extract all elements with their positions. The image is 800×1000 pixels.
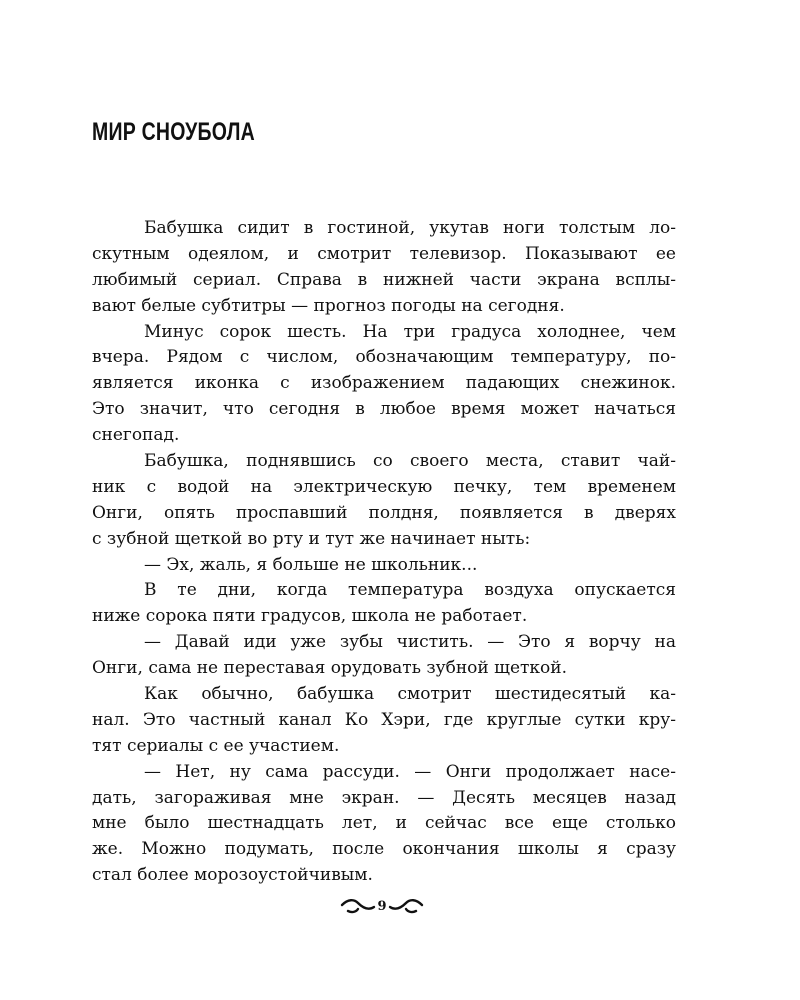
text-line: скутным одеялом, и смотрит телевизор. Показывают ее xyxy=(92,243,676,264)
text-line: любимый сериал. Справа в нижней части экрана всплы- xyxy=(92,269,676,290)
text-line: Бабушка сидит в гостиной, укутав ноги толстым ло- xyxy=(144,218,676,238)
text-line: — Нет, ну сама рассуди. — Онги продолжает насе- xyxy=(144,761,676,782)
text-line: ник с водой на электрическую печку, тем временем xyxy=(92,476,676,497)
text-line: Как обычно, бабушка смотрит шестидесятый ка- xyxy=(144,684,676,705)
text-line: Бабушка, поднявшись со своего места, ставит чай- xyxy=(144,451,676,472)
text-line: дать, загораживая мне экран. — Десять месяцев назад xyxy=(92,787,676,808)
page-folio xyxy=(340,896,424,918)
text-line: снегопад. xyxy=(92,425,180,446)
text-line: тят сериалы с ее участием. xyxy=(92,735,340,756)
text-line: же. Можно подумать, после окончания школы я сразу xyxy=(92,839,676,860)
text-line: нал. Это частный канал Ко Хэри, где круглые сутки кру- xyxy=(92,709,676,730)
text-line: Минус сорок шесть. На три градуса холоднее, чем xyxy=(144,321,676,342)
text-line: является иконка с изображением падающих снежинок. xyxy=(92,373,676,394)
chapter-title: МИР СНОУБОЛА xyxy=(92,118,255,146)
body-text xyxy=(92,216,676,889)
text-line: Онги, опять проспавший полдня, появляется в дверях xyxy=(92,502,676,523)
text-line: Это значит, что сегодня в любое время может начаться xyxy=(92,399,676,420)
text-line: мне было шестнадцать лет, и сейчас все еще столько xyxy=(92,813,676,834)
text-line: — Эх, жаль, я больше не школьник... xyxy=(144,554,478,575)
text-line: вчера. Рядом с числом, обозначающим температуру, по- xyxy=(92,347,676,368)
text-line: с зубной щеткой во рту и тут же начинает ныть: xyxy=(92,528,531,549)
text-line: Онги, сама не переставая орудовать зубной щеткой. xyxy=(92,658,568,679)
text-line: вают белые субтитры — прогноз погоды на сегодня. xyxy=(92,295,565,316)
text-line: ниже сорока пяти градусов, школа не работает. xyxy=(92,606,528,627)
text-line: — Давай иди уже зубы чистить. — Это я ворчу на xyxy=(144,632,676,653)
page-number: 9 xyxy=(377,899,387,914)
text-line: стал более морозоустойчивым. xyxy=(92,865,373,886)
text-line: В те дни, когда температура воздуха опускается xyxy=(144,580,676,601)
